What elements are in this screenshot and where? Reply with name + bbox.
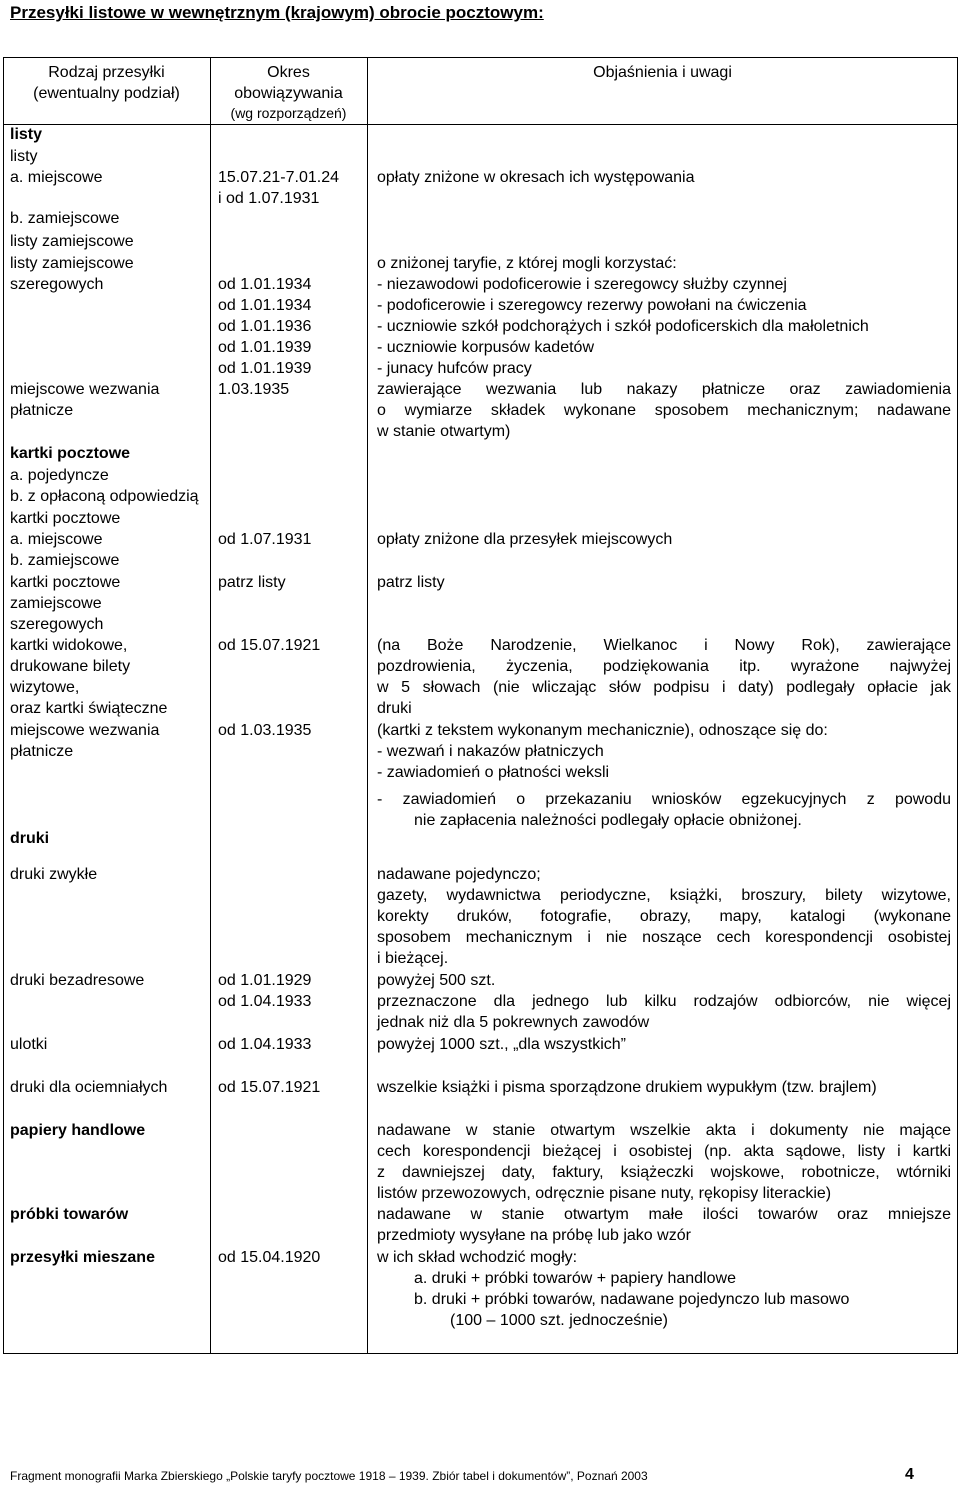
note-cell: powyżej 500 szt. przeznaczone dla jednego lub kilku rodzajów odbiorców, nie więcej jednak niż dla 5 pokrewnych zawodów: [377, 972, 951, 1031]
header-col3: Objaśnienia i uwagi: [593, 64, 732, 81]
period-cell: od 1.04.1933: [218, 1036, 312, 1053]
note-cell: zawierające wezwania lub nakazy płatnicze oraz zawiadomienia o wymiarze składek wykonane sposobem mechanicznym; nadawane w stanie otwartym): [377, 381, 951, 440]
note-cell: nadawane w stanie otwartym wszelkie akta i dokumenty nie mające cech korespondencji bieżącej i osobistej (np. akta sądowe, listy i kartki z dawniejszej daty, faktury, książeczki wojskowe, robotnicze, wtórniki listów przewozowych, odręcznie pisane nuty, rękopisy literackie): [377, 1122, 951, 1202]
row-label: listy zamiejscowe: [10, 233, 134, 250]
row-label: kartki pocztowe: [10, 510, 121, 527]
note-cell: powyżej 1000 szt., „dla wszystkich”: [377, 1036, 626, 1053]
section-papiery: papiery handlowe: [10, 1122, 146, 1139]
row-label: b. zamiejscowe: [10, 552, 120, 569]
period-cell: od 1.01.1929 od 1.04.1933: [218, 972, 312, 1010]
row-label: listy zamiejscowe szeregowych: [10, 255, 134, 293]
column-divider-2: [367, 57, 368, 1354]
page-title: Przesyłki listowe w wewnętrznym (krajowym) obrocie pocztowym:: [10, 3, 544, 22]
row-label: kartki pocztowe zamiejscowe szeregowych: [10, 574, 121, 633]
period-cell: od 15.04.1920: [218, 1249, 321, 1266]
note-cell: nadawane w stanie otwartym małe ilości towarów oraz mniejsze przedmioty wysyłane na próbę lub jako wzór: [377, 1206, 951, 1244]
row-label: b. z opłaconą odpowiedzią: [10, 488, 199, 505]
period-cell: 15.07.21-7.01.24 i od 1.07.1931: [218, 169, 339, 207]
row-label: druki dla ociemniałych: [10, 1079, 168, 1096]
row-label: listy: [10, 148, 38, 165]
note-cell: nadawane pojedynczo; gazety, wydawnictwa periodyczne, książki, broszury, bilety wizytowe, korekty druków, fotografie, obrazy, mapy, katalogi (wykonane sposobem mechanicznym i nie noszące cech korespondencji osobistej i bieżącej.: [377, 866, 951, 967]
row-label: a. miejscowe: [10, 169, 103, 186]
period-cell: 1.03.1935: [218, 381, 290, 398]
page-number: 4: [905, 1466, 914, 1483]
row-label: druki zwykłe: [10, 866, 98, 883]
row-label: miejscowe wezwania płatnicze: [10, 722, 160, 760]
note-cell: wszelkie książki i pisma sporządzone drukiem wypukłym (tzw. brajlem): [377, 1079, 877, 1096]
row-label: b. zamiejscowe: [10, 210, 120, 227]
section-druki: druki: [10, 830, 50, 847]
section-kartki: kartki pocztowe: [10, 445, 131, 462]
header-divider: [3, 124, 958, 125]
row-label: miejscowe wezwania płatnicze: [10, 381, 160, 419]
period-cell: od 1.01.1934 od 1.01.1934 od 1.01.1936 od 1.01.1939 od 1.01.1939: [218, 276, 312, 377]
section-probki: próbki towarów: [10, 1206, 129, 1223]
row-label: a. miejscowe: [10, 531, 103, 548]
note-cell: w ich skład wchodzić mogły: a. druki + próbki towarów + papiery handlowe b. druki + próbki towarów, nadawane pojedynczo lub masowo (100 – 1000 szt. jednocześnie): [377, 1249, 850, 1329]
row-label: druki bezadresowe: [10, 972, 145, 989]
row-label: ulotki: [10, 1036, 48, 1053]
row-label: kartki widokowe, drukowane bilety wizytowe, oraz kartki świąteczne: [10, 637, 168, 717]
column-divider-1: [210, 57, 211, 1354]
header-col1: Rodzaj przesyłki (ewentualny podział): [33, 64, 180, 102]
header-col2: Okres obowiązywania (wg rozporządzeń): [230, 64, 347, 121]
row-label: a. pojedyncze: [10, 467, 109, 484]
note-cell: patrz listy: [377, 574, 445, 591]
note-cell: opłaty zniżone w okresach ich występowania: [377, 169, 695, 186]
section-listy: listy: [10, 126, 43, 143]
note-cell: (kartki z tekstem wykonanym mechanicznie), odnoszące się do: - wezwań i nakazów płatniczych - zawiadomień o płatności weksli - zawiadomień o przekazaniu wniosków egzekucyjnych z powodu nie zapłacenia należności podlegały opłacie obniżonej.: [377, 722, 951, 829]
period-cell: od 15.07.1921: [218, 637, 321, 654]
note-cell: (na Boże Narodzenie, Wielkanoc i Nowy Rok), zawierające pozdrowienia, życzenia, podziękowania itp. wyrażone najwyżej w 5 słowach (nie wliczając słów podpisu i daty) podlegały opłacie jak druki: [377, 637, 951, 717]
section-mieszane: przesyłki mieszane: [10, 1249, 155, 1266]
footer-citation: Fragment monografii Marka Zbierskiego „Polskie taryfy pocztowe 1918 – 1939. Zbiór tabel i dokumentów”, Poznań 2003: [10, 1469, 648, 1483]
period-cell: od 1.03.1935: [218, 722, 312, 739]
note-cell: o zniżonej taryfie, z której mogli korzystać: - niezawodowi podoficerowie i szeregowcy służby czynnej - podoficerowie i szeregowcy rezerwy powołani na ćwiczenia - uczniowie szkół podchorążych i szkół podoficerskich dla małoletnich - uczniowie korpusów kadetów - junacy hufców pracy: [377, 255, 869, 377]
period-cell: od 15.07.1921: [218, 1079, 321, 1096]
note-cell: opłaty zniżone dla przesyłek miejscowych: [377, 531, 673, 548]
period-cell: od 1.07.1931: [218, 531, 312, 548]
period-cell: patrz listy: [218, 574, 286, 591]
